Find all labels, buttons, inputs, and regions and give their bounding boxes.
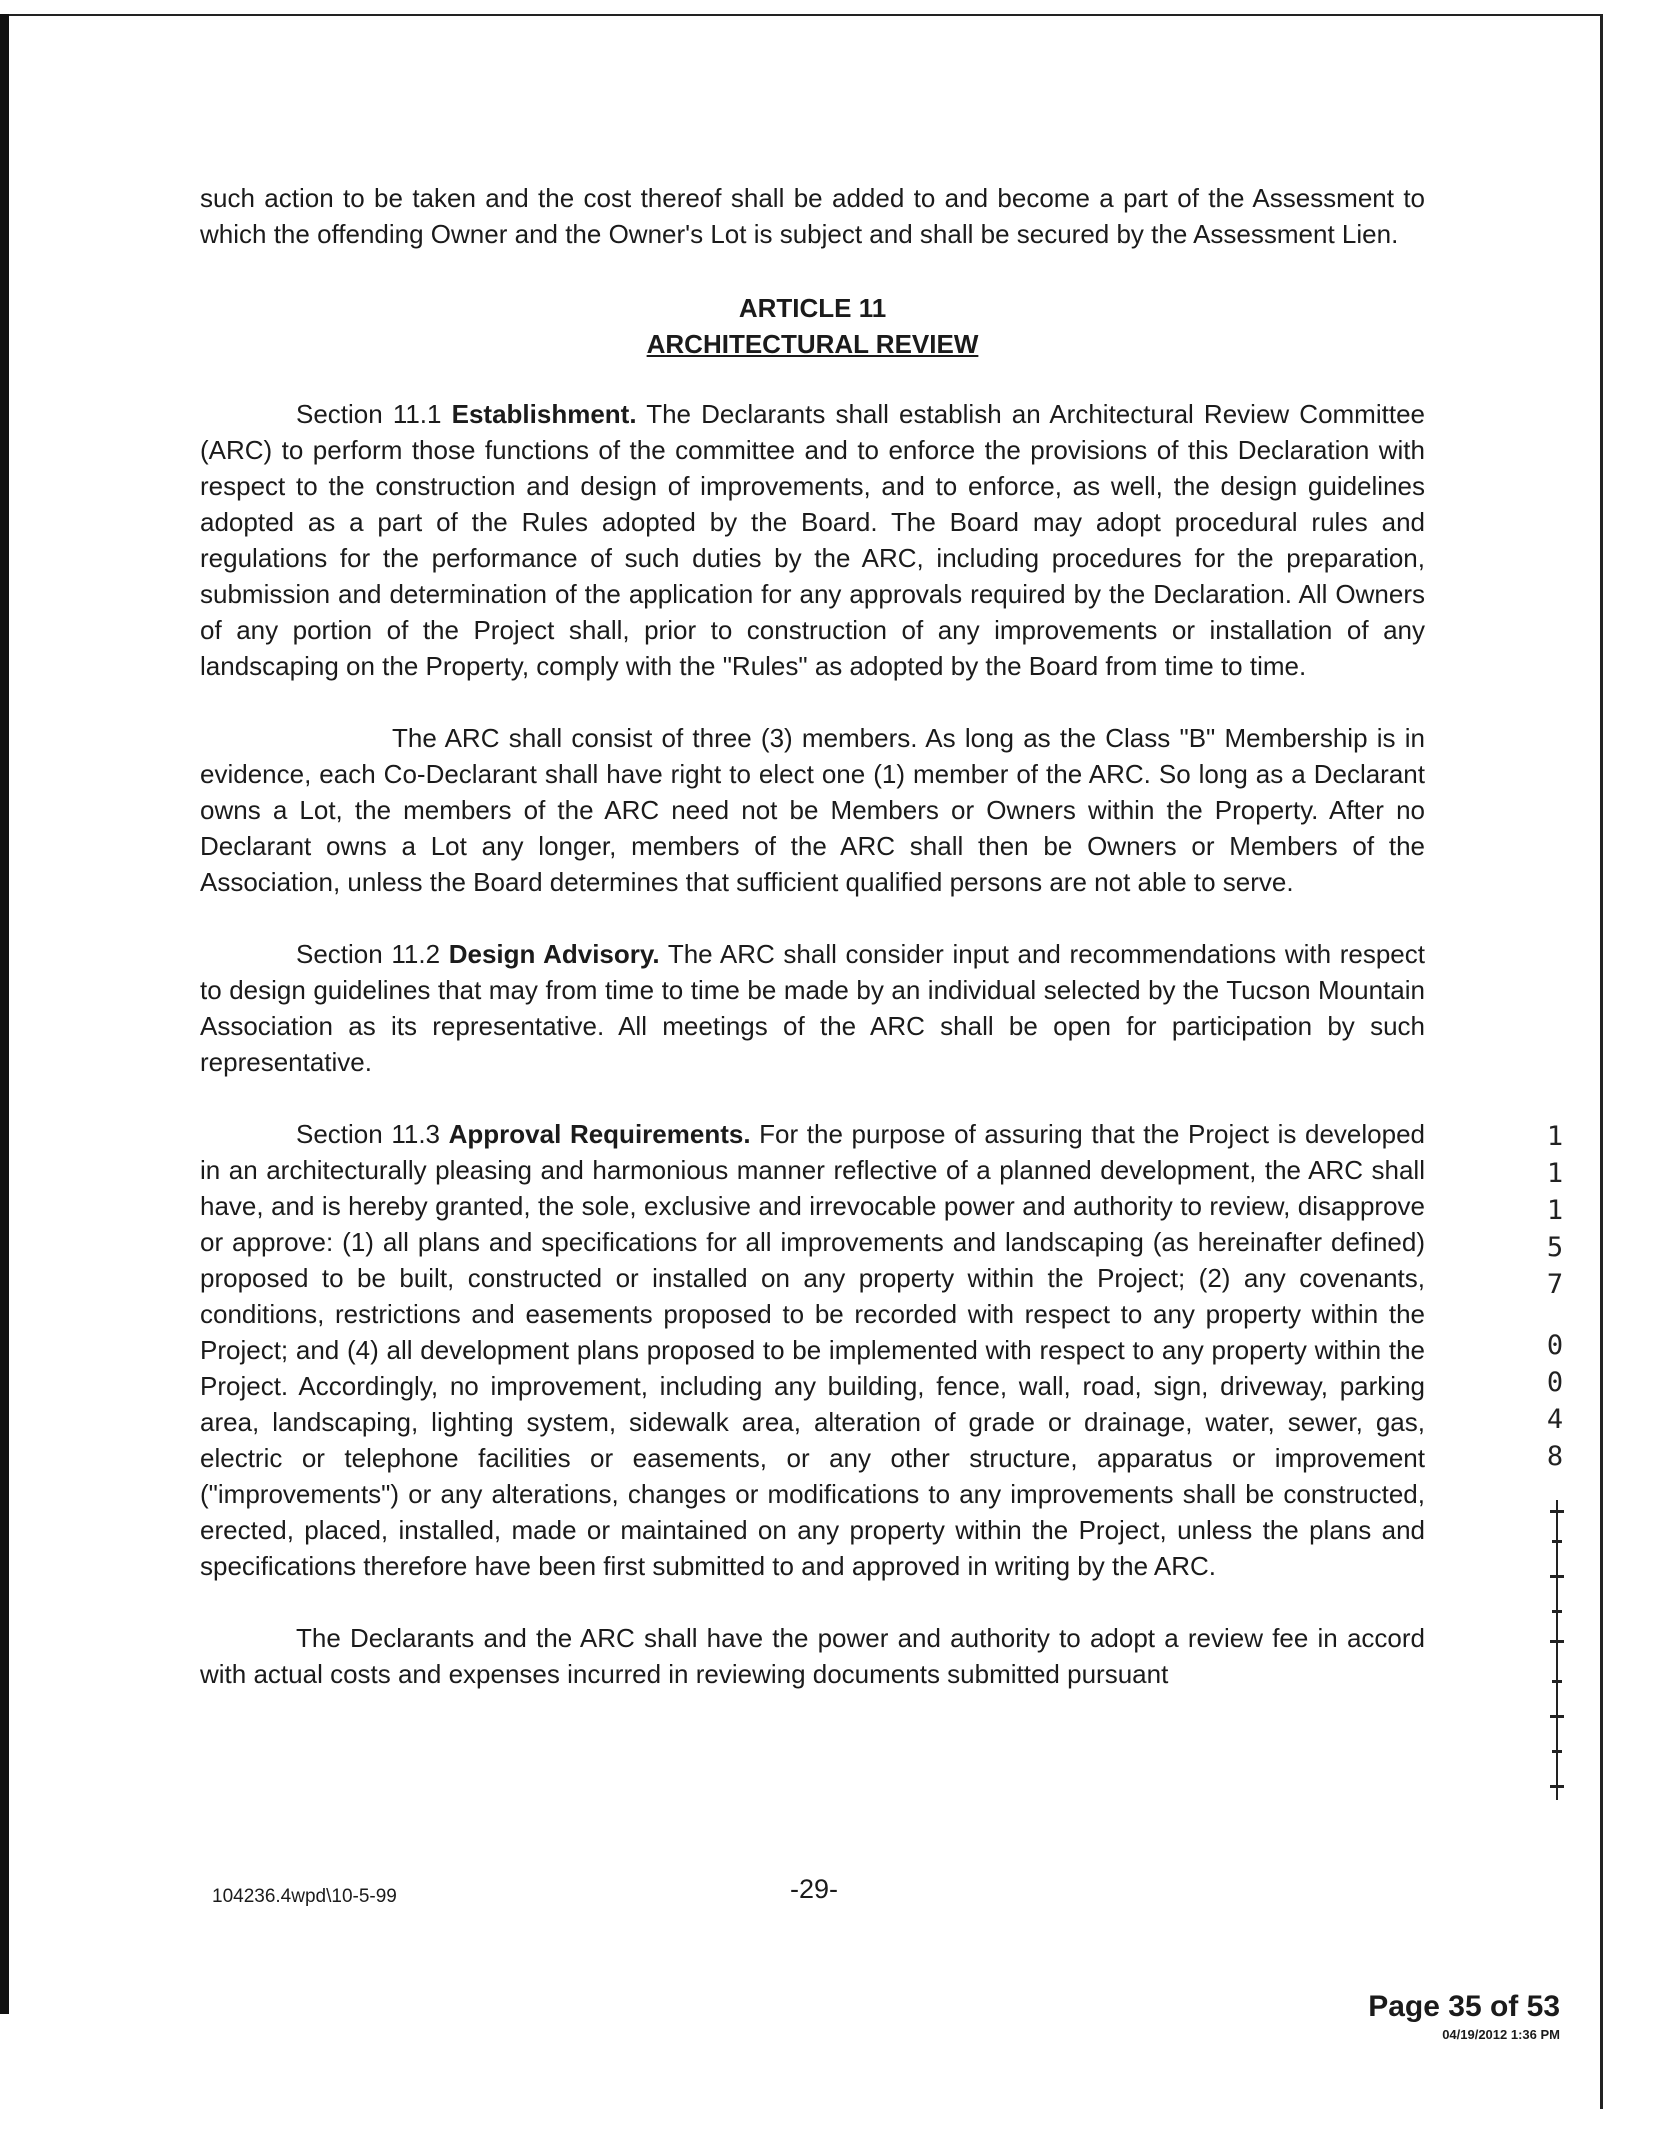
recording-date-time: 04/19/2012 1:36 PM — [1442, 2027, 1560, 2042]
document-body — [200, 180, 1425, 1692]
section-11-1-heading: Establishment. — [451, 399, 637, 429]
article-heading — [200, 290, 1425, 362]
section-11-2-label: Section 11.2 — [296, 939, 441, 969]
margin-digit: 8 — [1546, 1441, 1564, 1472]
review-fee-paragraph: The Declarants and the ARC shall have the power and authority to adopt a review fee in accord with actual costs and expenses incurred in reviewing documents submitted pursuant — [200, 1623, 1425, 1689]
recording-number-margin — [1540, 1118, 1570, 1475]
article-subtitle: ARCHITECTURAL REVIEW — [646, 329, 979, 359]
footer-document-code: 104236.4wpd\10-5-99 — [212, 1886, 397, 1907]
margin-digit: 1 — [1546, 1195, 1564, 1226]
right-border-rule — [1600, 14, 1603, 2109]
article-title: ARTICLE 11 — [738, 293, 887, 323]
margin-digit: 0 — [1546, 1367, 1564, 1398]
top-border-rule — [0, 14, 1600, 16]
section-11-2-text: The ARC shall consider input and recommendations with respect to design guidelines that may from time to time be made by an individual selected by the Tucson Mountain Association as its representative. All meetings of the ARC shall be open for participation by such representative. — [200, 939, 1425, 1077]
recording-page-label: Page 35 of 53 — [1368, 1990, 1560, 2023]
left-border-rule — [0, 14, 9, 2014]
section-11-2-heading: Design Advisory. — [448, 939, 660, 969]
section-11-3-label: Section 11.3 — [296, 1119, 441, 1149]
footer-page-number: -29- — [790, 1874, 839, 1904]
section-11-3-heading: Approval Requirements. — [448, 1119, 751, 1149]
section-11-1-label: Section 11.1 — [296, 399, 442, 429]
arc-members-paragraph: The ARC shall consist of three (3) members. As long as the Class "B" Membership is in evidence, each Co-Declarant shall have right to elect one (1) member of the ARC. So long as a Declarant owns a Lot, the members of the ARC need not be Members or Owners within the Property. After no Declarant owns a Lot any longer, members of the ARC shall then be Owners or Members of the Association, unless the Board determines that sufficient qualified persons are not able to serve. — [200, 723, 1425, 897]
barcode-mark — [1548, 1500, 1566, 1800]
section-11-1 — [200, 396, 1425, 684]
margin-digit: 1 — [1546, 1121, 1564, 1152]
margin-digit: 4 — [1546, 1404, 1564, 1435]
margin-digit: 0 — [1546, 1330, 1564, 1361]
section-11-3 — [200, 1116, 1425, 1584]
section-11-2 — [200, 936, 1425, 1080]
intro-paragraph: such action to be taken and the cost thereof shall be added to and become a part of the Assessment to which the offending Owner and the Owner's Lot is subject and shall be secured by the Assessment Lien. — [200, 183, 1425, 249]
section-11-3-text: For the purpose of assuring that the Project is developed in an architecturally pleasing and harmonious manner reflective of a planned development, the ARC shall have, and is hereby granted, the sole, exclusive and irrevocable power and authority to review, disapprove or approve: (1) all plans and specifications for all improvements and landscaping (as hereinafter defined) proposed to be built, constructed or installed on any property within the Project; (2) any covenants, conditions, restrictions and easements proposed to be recorded with respect to any property within the Project; and (4) all development plans proposed to be implemented with respect to any property within the Project. Accordingly, no improvement, including any building, fence, wall, road, sign, driveway, parking area, landscaping, lighting system, sidewalk area, alteration of grade or drainage, water, sewer, gas, electric or telephone facilities or easements, or any other structure, apparatus or improvement ("improvements") or any alterations, changes or modifications to any improvements shall be constructed, erected, placed, installed, made or maintained on any property within the Project, unless the plans and specifications therefore have been first submitted to and approved in writing by the ARC. — [200, 1119, 1425, 1581]
margin-digit: 5 — [1546, 1232, 1564, 1263]
section-11-1-text: The Declarants shall establish an Architectural Review Committee (ARC) to perform those functions of the committee and to enforce the provisions of this Declaration with respect to the construction and design of improvements, and to enforce, as well, the design guidelines adopted as a part of the Rules adopted by the Board. The Board may adopt procedural rules and regulations for the performance of such duties by the ARC, including procedures for the preparation, submission and determination of the application for any approvals required by the Declaration. All Owners of any portion of the Project shall, prior to construction of any improvements or installation of any landscaping on the Property, comply with the "Rules" as adopted by the Board from time to time. — [200, 399, 1425, 681]
margin-digit: 1 — [1546, 1158, 1564, 1189]
margin-digit: 7 — [1546, 1269, 1564, 1300]
margin-gap — [1540, 1303, 1570, 1327]
